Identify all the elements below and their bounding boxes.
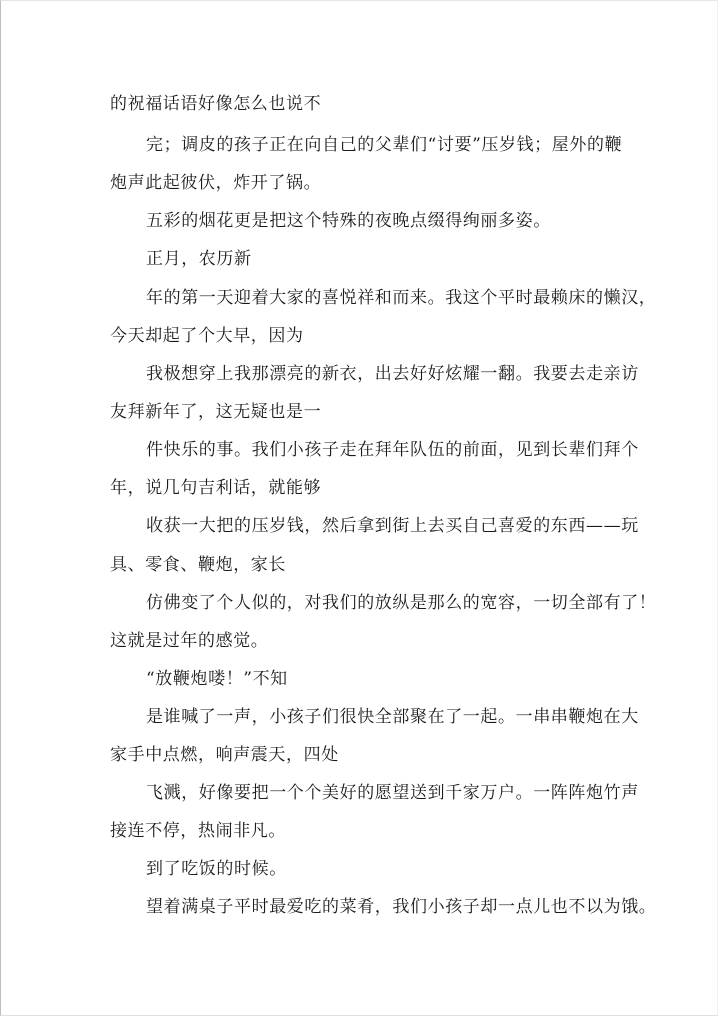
text-line: 是谁喊了一声，小孩子们很快全部聚在了一起。一串串鞭炮在大 <box>146 707 639 727</box>
text-line: 友拜新年了，这无疑也是一 <box>110 402 322 422</box>
text-line: 年的第一天迎着大家的喜悦祥和而来。我这个平时最赖床的懒汉， <box>146 288 657 308</box>
text-line: 今天却起了个大早，因为 <box>110 326 304 346</box>
text-line: 炮声此起彼伏，炸开了锅。 <box>110 173 322 193</box>
text-line: 这就是过年的感觉。 <box>110 631 269 651</box>
text-line: 完；调皮的孩子正在向自己的父辈们“讨要”压岁钱；屋外的鞭 <box>146 135 623 155</box>
text-line: 飞溅，好像要把一个个美好的愿望送到千家万户。一阵阵炮竹声 <box>146 783 639 803</box>
text-line: 的祝福话语好像怎么也说不 <box>110 94 322 114</box>
text-line: 我极想穿上我那漂亮的新衣，出去好好炫耀一翻。我要去走亲访 <box>146 364 639 384</box>
text-line: 收获一大把的压岁钱，然后拿到街上去买自己喜爱的东西——玩 <box>146 516 639 536</box>
text-line: “放鞭炮喽！”不知 <box>146 669 288 689</box>
text-line: 到了吃饭的时候。 <box>146 859 287 879</box>
text-line: 正月，农历新 <box>146 249 252 269</box>
text-line: 年，说几句吉利话，就能够 <box>110 478 322 498</box>
text-line: 望着满桌子平时最爱吃的菜肴，我们小孩子却一点儿也不以为饿。 <box>146 897 657 917</box>
text-line: 件快乐的事。我们小孩子走在拜年队伍的前面，见到长辈们拜个 <box>146 440 639 460</box>
text-line: 五彩的烟花更是把这个特殊的夜晚点缀得绚丽多姿。 <box>146 211 551 231</box>
text-line: 具、零食、鞭炮，家长 <box>110 555 286 575</box>
text-line: 家手中点燃，响声震天，四处 <box>110 745 339 765</box>
text-line: 仿佛变了个人似的，对我们的放纵是那么的宽容，一切全部有了！ <box>146 593 657 613</box>
text-line: 接连不停，热闹非凡。 <box>110 821 286 841</box>
